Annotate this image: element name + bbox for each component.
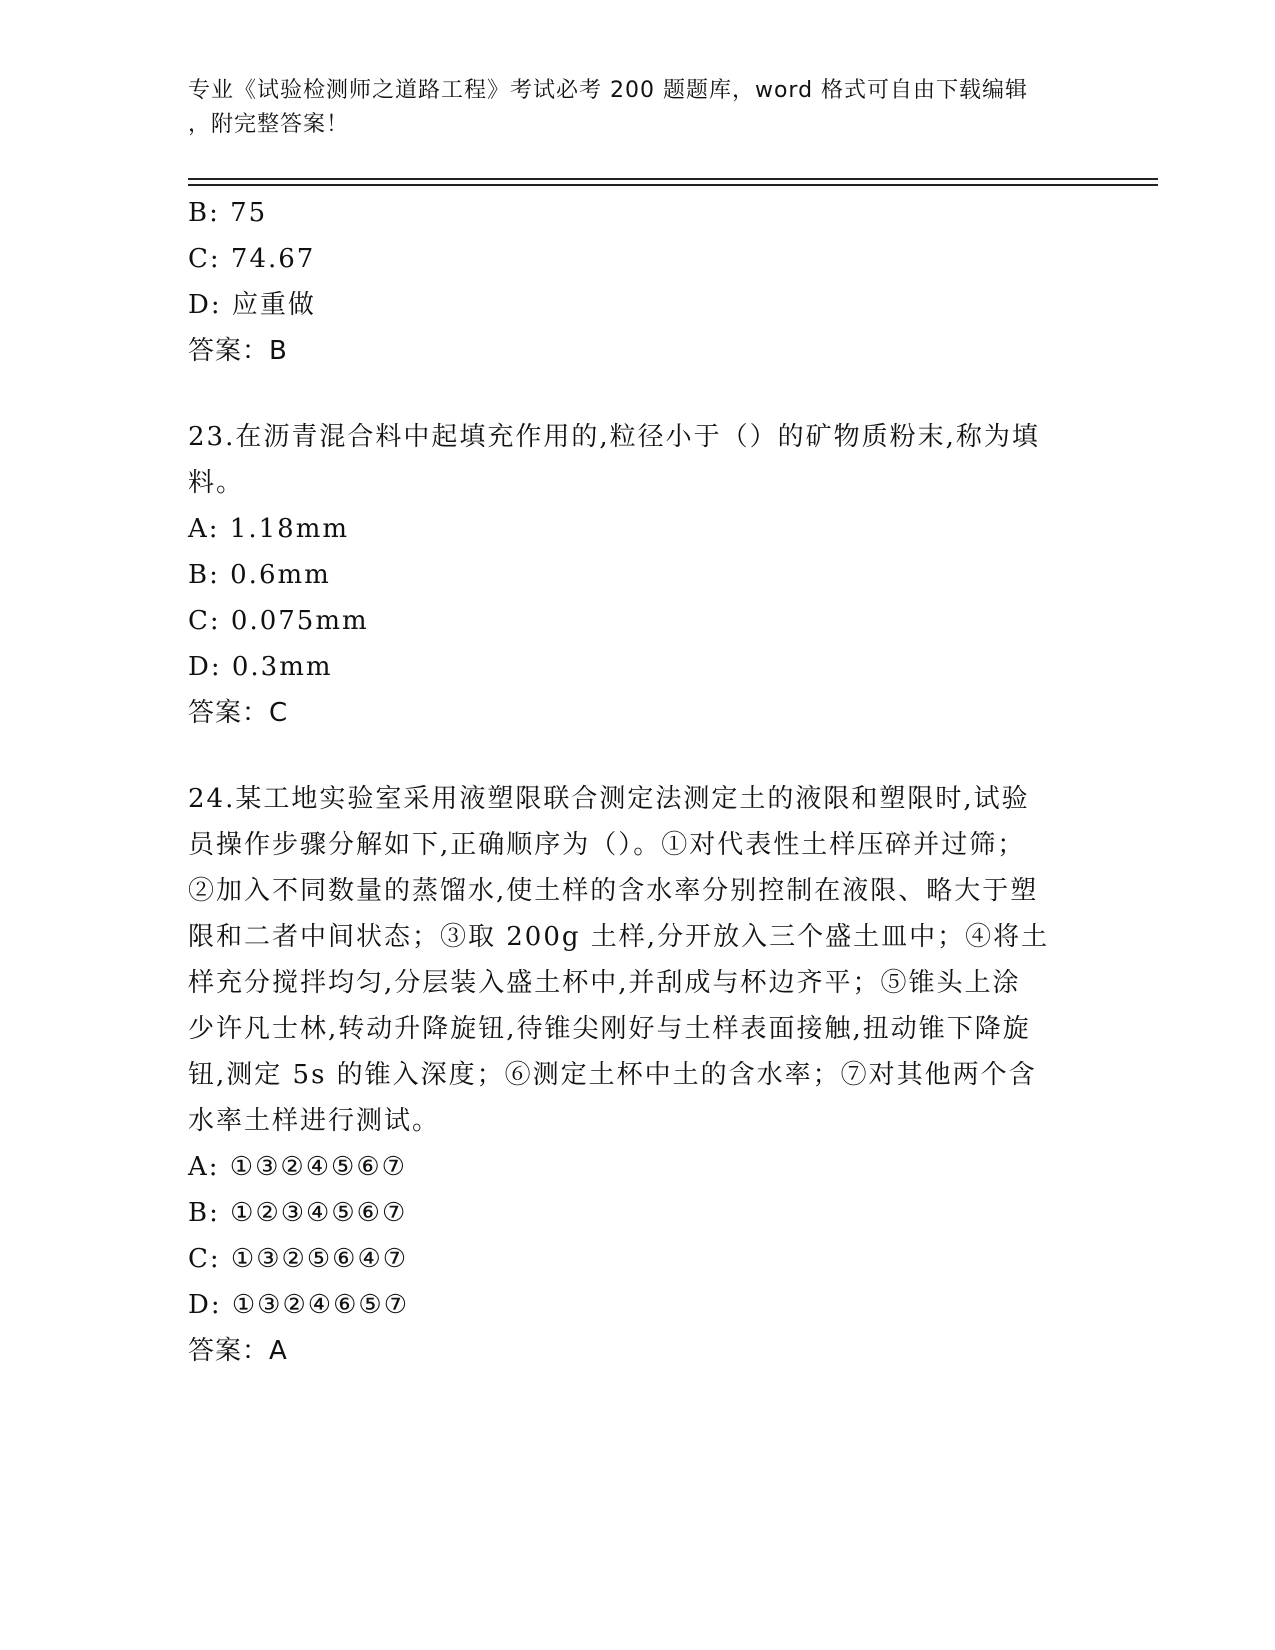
option-b: B: 75	[188, 198, 268, 228]
question-23	[188, 414, 1088, 736]
question-stem-line: 少许凡士林,转动升降旋钮,待锥尖刚好与土样表面接触,扭动锥下降旋	[188, 1014, 1031, 1044]
question-stem-line: 限和二者中间状态；③取 200g 土样,分开放入三个盛土皿中；④将土	[188, 922, 1050, 952]
header-divider-top	[188, 178, 1158, 180]
option-c: C: 0.075mm	[188, 606, 369, 636]
option-d: D: 应重做	[188, 290, 316, 320]
document-body	[188, 190, 1088, 1374]
option-a: A: ①③②④⑤⑥⑦	[188, 1152, 407, 1182]
header-divider-bottom	[188, 184, 1158, 186]
question-stem-line: 24.某工地实验室采用液塑限联合测定法测定土的液限和塑限时,试验	[188, 784, 1030, 814]
page-header	[188, 74, 1078, 142]
answer: 答案：B	[188, 336, 288, 366]
question-stem-line: 23.在沥青混合料中起填充作用的,粒径小于（）的矿物质粉末,称为填	[188, 422, 1040, 452]
question-stem-line: 钮,测定 5s 的锥入深度；⑥测定土杯中土的含水率；⑦对其他两个含	[188, 1060, 1037, 1090]
header-line-2: ，附完整答案！	[188, 112, 350, 137]
question-stem-line: 水率土样进行测试。	[188, 1106, 441, 1136]
question-24	[188, 776, 1088, 1374]
question-stem-line: 料。	[188, 468, 245, 498]
option-c: C: ①③②⑤⑥④⑦	[188, 1244, 409, 1274]
option-a: A: 1.18mm	[188, 514, 349, 544]
question-22-tail	[188, 190, 1088, 374]
question-stem-line: 样充分搅拌均匀,分层装入盛土杯中,并刮成与杯边齐平；⑤锥头上涂	[188, 968, 1021, 998]
answer: 答案：C	[188, 698, 289, 728]
option-b: B: 0.6mm	[188, 560, 331, 590]
option-c: C: 74.67	[188, 244, 316, 274]
header-line-1: 专业《试验检测师之道路工程》考试必考 200 题题库，word 格式可自由下载编辑	[188, 78, 1029, 103]
option-b: B: ①②③④⑤⑥⑦	[188, 1198, 408, 1228]
answer: 答案：A	[188, 1336, 288, 1366]
option-d: D: ①③②④⑥⑤⑦	[188, 1290, 410, 1320]
question-stem-line: ②加入不同数量的蒸馏水,使土样的含水率分别控制在液限、略大于塑	[188, 876, 1039, 906]
question-stem-line: 员操作步骤分解如下,正确顺序为（）。①对代表性土样压碎并过筛；	[188, 830, 1026, 860]
option-d: D: 0.3mm	[188, 652, 333, 682]
